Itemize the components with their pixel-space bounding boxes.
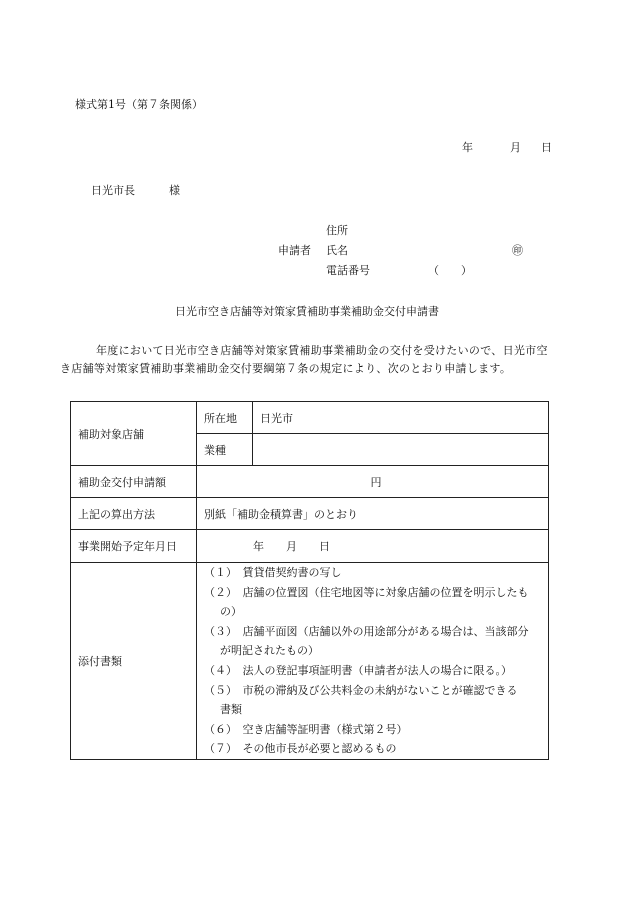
- location-value: 日光市: [253, 402, 549, 434]
- body-paragraph: [60, 342, 552, 377]
- attachment-item: （４） 法人の登記事項証明書（申請者が法人の場合に限る。）: [204, 663, 512, 677]
- date-month: 月: [510, 141, 521, 154]
- addressee-honorific: 様: [169, 184, 180, 197]
- addressee-name: 日光市長: [91, 184, 135, 197]
- attachments-list: [197, 563, 549, 760]
- addressee: [91, 185, 180, 196]
- document-title: 日光市空き店舗等対策家賃補助事業補助金交付申請書: [175, 305, 439, 318]
- location-label: 所在地: [197, 402, 253, 434]
- phone-label: 電話番号: [326, 264, 370, 277]
- calc-label: 上記の算出方法: [71, 498, 197, 530]
- date-day: 日: [541, 141, 552, 154]
- business-value: [253, 434, 549, 466]
- attachment-item: （２） 店舗の位置図（住宅地図等に対象店舗の位置を明示したも の）: [204, 585, 529, 619]
- business-label: 業種: [197, 434, 253, 466]
- seal-mark: ㊞: [512, 244, 523, 257]
- store-label: 補助対象店舗: [71, 402, 197, 466]
- start-date-value: 年 月 日: [197, 530, 549, 563]
- attachment-item: （７） その他市長が必要と認めるもの: [204, 742, 397, 756]
- attachment-item: （１） 賃貸借契約書の写し: [204, 566, 342, 579]
- address-label: 住所: [326, 224, 348, 237]
- body-text: 年度において日光市空き店舗等対策家賃補助事業補助金の交付を受けたいので、日光市空き店舗等対策家賃補助事業補助金交付要綱第７条の規定により、次のとおり申請します。: [60, 344, 548, 375]
- application-table: [70, 401, 549, 760]
- amount-label: 補助金交付申請額: [71, 466, 197, 498]
- date-year: 年: [462, 141, 473, 154]
- applicant-role: 申請者: [278, 244, 311, 257]
- calc-value: 別紙「補助金積算書」のとおり: [197, 498, 549, 530]
- attachment-item: （５） 市税の滞納及び公共料金の未納がないことが確認できる 書類: [204, 683, 518, 717]
- attachment-item: （６） 空き店舗等証明書（様式第２号）: [204, 722, 408, 736]
- form-number: 様式第1号（第７条関係）: [75, 98, 203, 111]
- phone-parentheses: （ ）: [428, 264, 472, 277]
- amount-unit: 円: [197, 466, 549, 498]
- start-date-label: 事業開始予定年月日: [71, 530, 197, 563]
- attachment-item: （３） 店舗平面図（店舗以外の用途部分がある場合は、当該部分 が明記されたもの）: [204, 624, 529, 658]
- attachments-label: 添付書類: [71, 563, 197, 760]
- name-label: 氏名: [326, 244, 348, 257]
- date-line: [462, 142, 552, 153]
